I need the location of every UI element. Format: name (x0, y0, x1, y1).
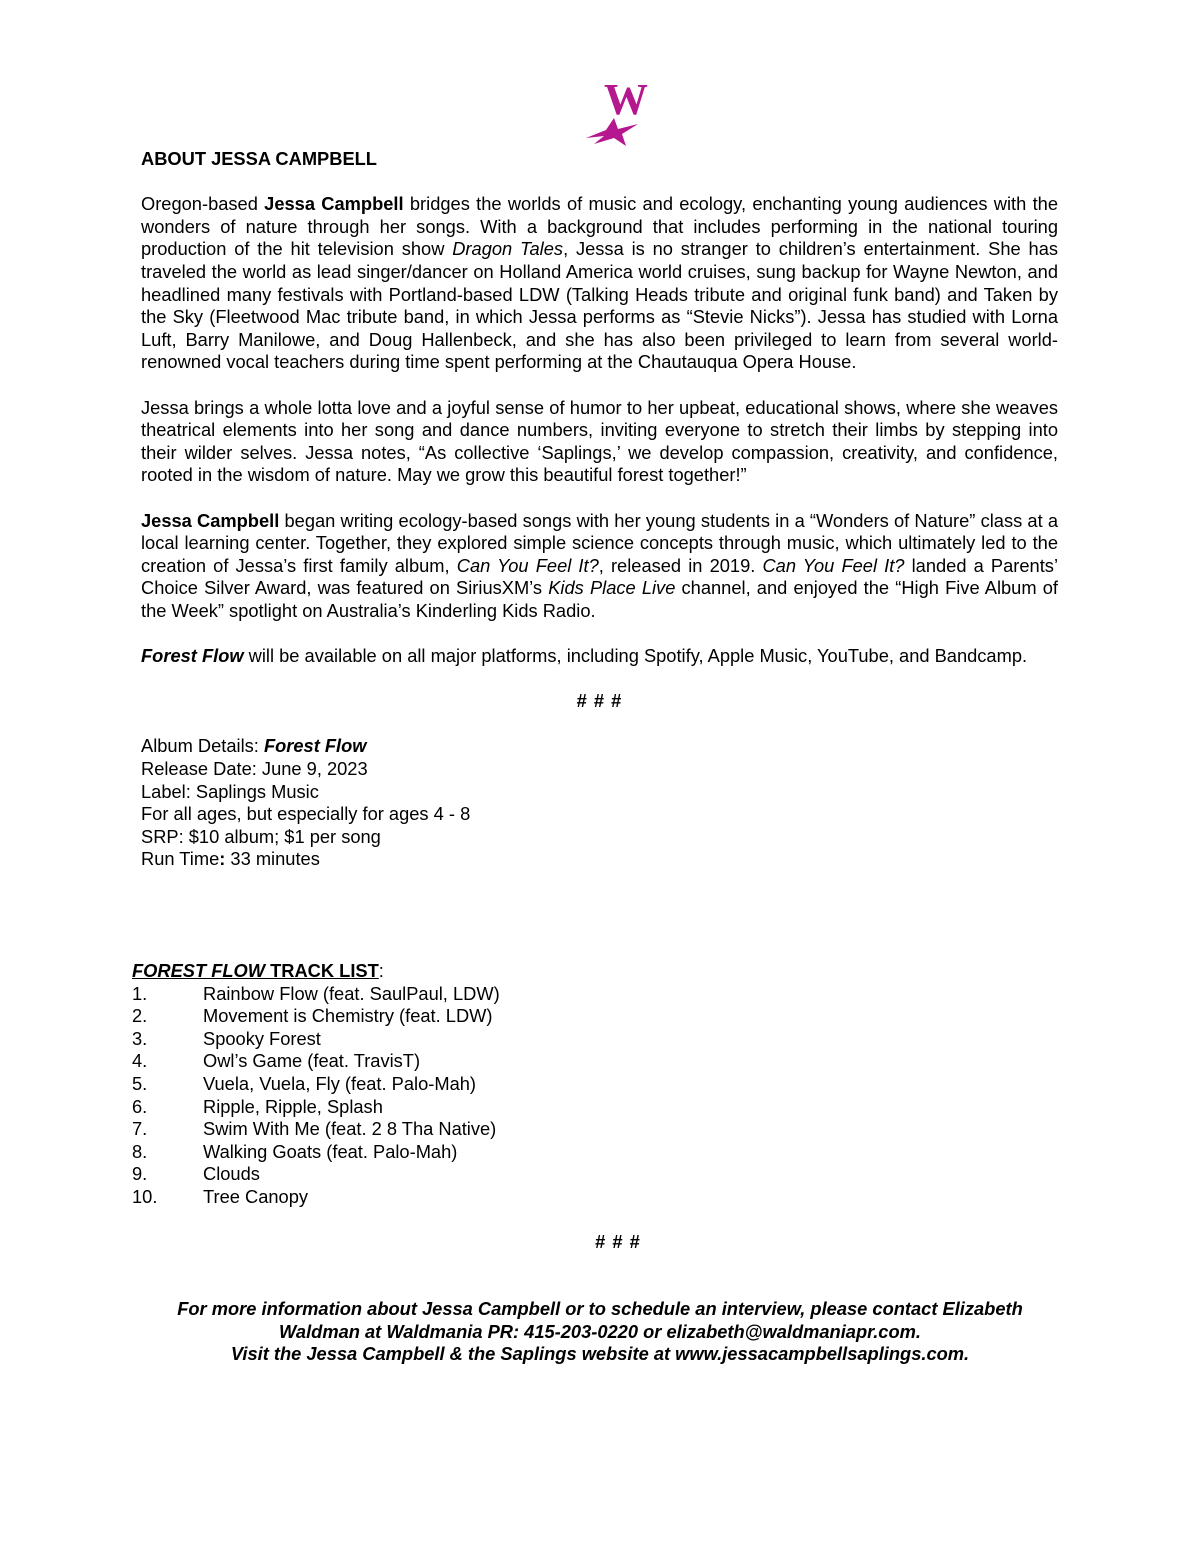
closing-separator: # # # (595, 1231, 641, 1252)
track-rows (132, 983, 500, 1209)
page-title: ABOUT JESSA CAMPBELL (141, 148, 377, 169)
track-title: Movement is Chemistry (feat. LDW) (203, 1005, 493, 1027)
bio-paragraphs (141, 193, 1058, 667)
track-number: 5. (132, 1072, 148, 1094)
release-date: Release Date: June 9, 2023 (141, 758, 368, 780)
contact-line-2: Waldman at Waldmania PR: 415-203-0220 or elizabeth@waldmaniapr.com. (279, 1320, 921, 1342)
track-item (132, 1028, 500, 1051)
logo-letter: W (604, 75, 648, 124)
run-time: Run Time: 33 minutes (141, 848, 320, 870)
track-item (132, 1163, 500, 1186)
record-label: Label: Saplings Music (141, 780, 319, 802)
contact-line-3: Visit the Jessa Campbell & the Saplings website at www.jessacampbellsaplings.com. (230, 1343, 970, 1365)
track-number: 10. (132, 1185, 158, 1207)
track-item (132, 1118, 500, 1141)
track-title: Swim With Me (feat. 2 8 Tha Native) (203, 1118, 497, 1140)
track-title: Vuela, Vuela, Fly (feat. Palo-Mah) (203, 1072, 476, 1094)
waldmania-logo (582, 74, 652, 146)
track-number: 1. (132, 982, 148, 1004)
contact-info (120, 1298, 1080, 1366)
paragraph-4: Forest Flow will be available on all major platforms, including Spotify, Apple Music, YouTube, and Bandcamp. (141, 645, 1028, 667)
track-title: Clouds (203, 1163, 260, 1185)
album-label: Album Details: (141, 735, 264, 757)
track-list-title: FOREST FLOW TRACK LIST: (132, 960, 384, 981)
album-value: Forest Flow (263, 735, 367, 757)
track-number: 6. (132, 1095, 148, 1117)
track-title: Rainbow Flow (feat. SaulPaul, LDW) (203, 982, 500, 1004)
track-number: 7. (132, 1118, 148, 1140)
age-range: For all ages, but especially for ages 4 - 8 (141, 803, 471, 825)
track-number: 4. (132, 1050, 148, 1072)
srp: SRP: $10 album; $1 per song (141, 825, 381, 847)
paragraph-3: Jessa Campbell began writing ecology-based songs with her young students in a “Wonders of Nature” class at a local learning center. Together, they explored simple science concepts through music, which ultimately led to the creation of Jessa’s first family album, Can You Feel It?, released in 2019. Can You Feel It? landed a Parents’ Choice Silver Award, was featured on SiriusXM’s Kids Place Live channel, and enjoyed the “High Five Album of the Week” spotlight on Australia’s Kinderling Kids Radio. (141, 509, 1059, 621)
track-item (132, 1050, 500, 1073)
album-name-line (141, 735, 1058, 758)
section-separator: # # # (576, 690, 623, 712)
paragraph-2: Jessa brings a whole lotta love and a joyful sense of humor to her upbeat, educational shows, where she weaves theatrical elements into her song and dance numbers, inviting everyone to stretch their limbs by stepping into their wilder selves. Jessa notes, “As collective ‘Saplings,’ we develop compassion, creativity, and confidence, rooted in the wisdom of nature. May we grow this beautiful forest together!” (141, 396, 1058, 486)
track-item (132, 1096, 500, 1119)
track-list (132, 960, 500, 1209)
track-number: 8. (132, 1140, 148, 1162)
paragraph-1: Oregon-based Jessa Campbell bridges the worlds of music and ecology, enchanting young audiences with the wonders of nature through her songs. With a background that includes performing in the national touring production of the hit television show Dragon Tales, Jessa is no stranger to children’s entertainment. She has traveled the world as lead singer/dancer on Holland America world cruises, sung backup for Wayne Newton, and headlined many festivals with Portland-based LDW (Talking Heads tribute and original funk band) and Taken by the Sky (Fleetwood Mac tribute band, in which Jessa performs as “Stevie Nicks”). Jessa has studied with Lorna Luft, Barry Manilowe, and Doug Hallenbeck, and she has also been privileged to learn from several world-renowned vocal teachers during time spent performing at the Chautauqua Opera House. (141, 193, 1059, 373)
track-item (132, 1186, 500, 1209)
track-item (132, 1005, 500, 1028)
album-details (141, 735, 1058, 871)
track-item (132, 1073, 500, 1096)
track-item (132, 983, 500, 1006)
track-item (132, 1141, 500, 1164)
press-release-body (141, 148, 1058, 871)
track-title: Walking Goats (feat. Palo-Mah) (203, 1140, 458, 1162)
track-title: Tree Canopy (203, 1185, 309, 1207)
track-number: 2. (132, 1005, 148, 1027)
track-title: Ripple, Ripple, Splash (203, 1095, 383, 1117)
track-number: 3. (132, 1027, 148, 1049)
track-title: Owl’s Game (feat. TravisT) (203, 1050, 421, 1072)
contact-line-1: For more information about Jessa Campbell or to schedule an interview, please contact Elizabeth (177, 1298, 1023, 1319)
track-number: 9. (132, 1163, 148, 1185)
track-title: Spooky Forest (203, 1027, 321, 1049)
